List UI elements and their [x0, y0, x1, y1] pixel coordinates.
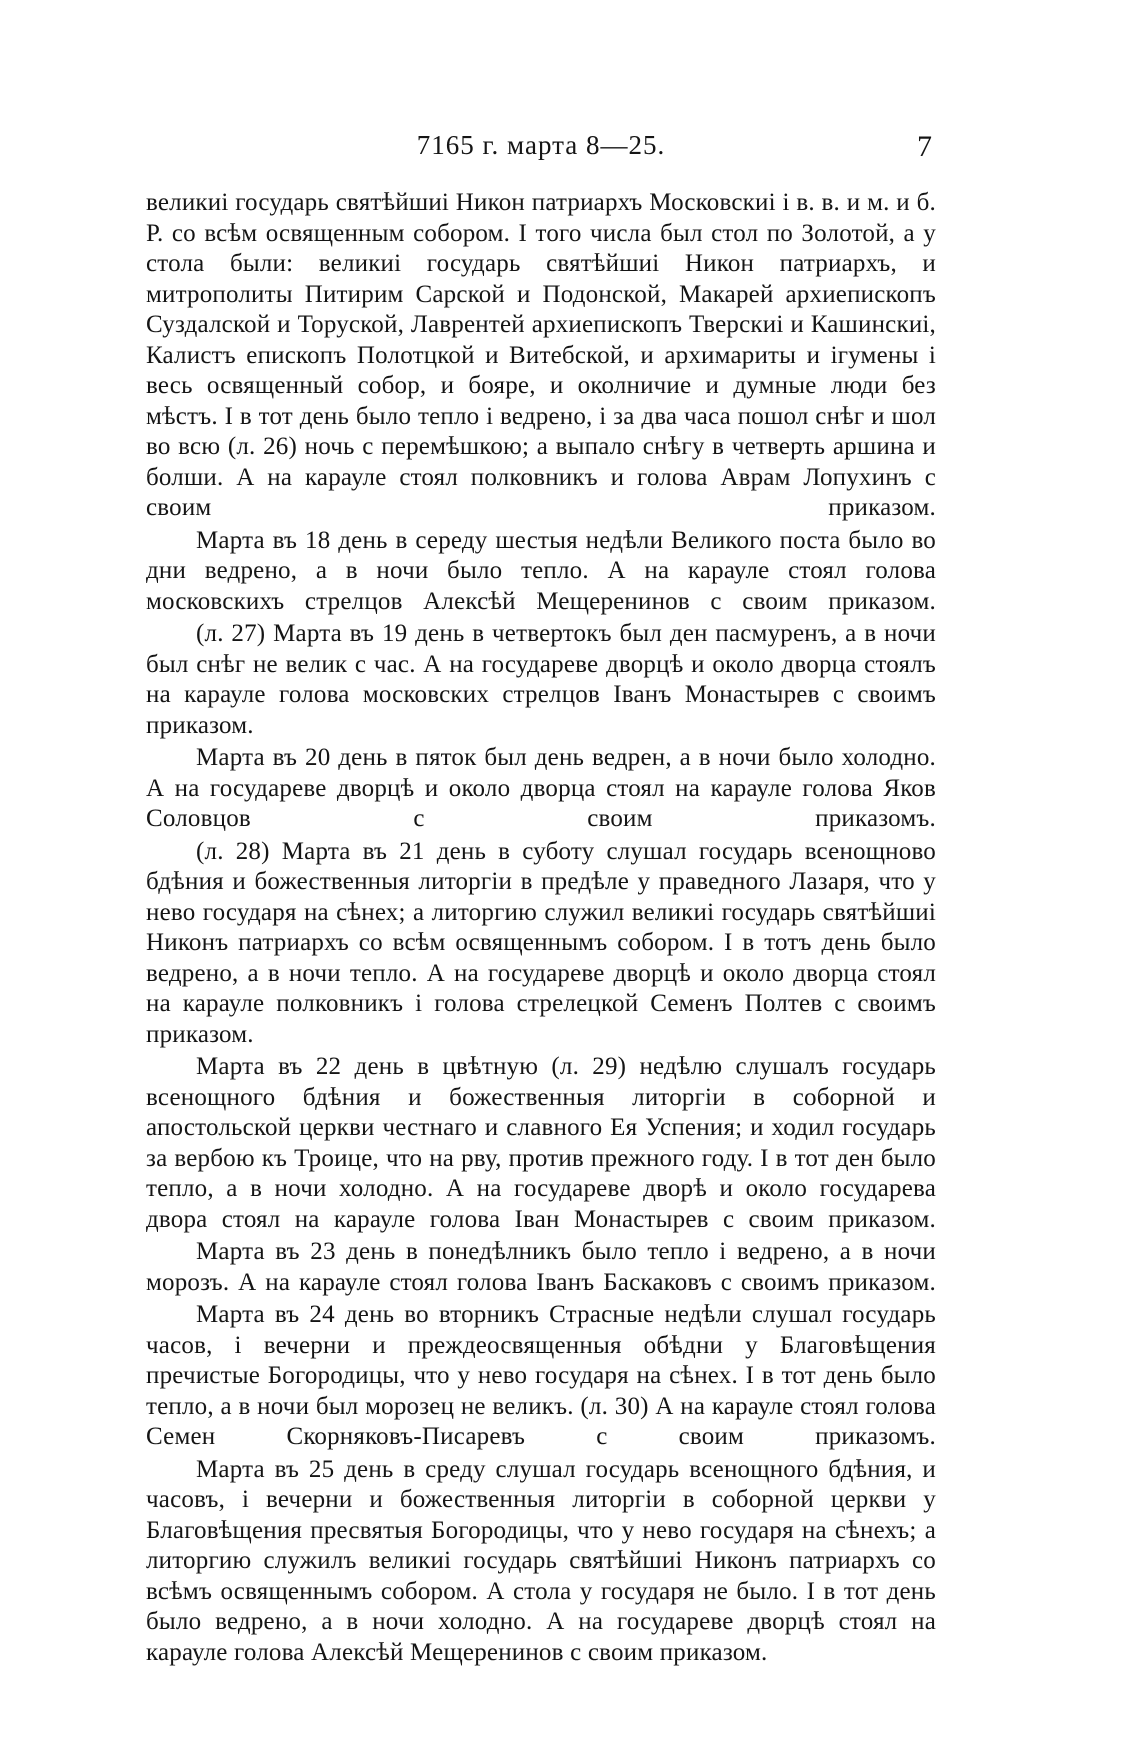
paragraph-march-25: Марта въ 25 день в среду слушал государь всенощного бдѣния, и часовъ, і вечерни и божественныя литоргіи в соборной церкви у Благовѣщения пресвятыя Богородицы, что у нево государя на сѣнехъ; а литоргию служилъ великиі государь святѣйшиі Никонъ патриархъ со всѣмъ освященнымъ собором. А стола у государя не было. І в тот день было ведрено, а в ночи холодно. А на государеве дворцѣ стоял на карауле голова Алексѣй Мещеренинов с своим приказом. — [146, 1455, 936, 1666]
paragraph-march-24: Марта въ 24 день во вторникъ Страсные недѣли слушал государь часов, і вечерни и преждеосвященныя обѣдни у Благовѣщения пречистые Богородицы, что у нево государя на сѣнех. І в тот день было тепло, а в ночи был морозец не великъ. (л. 30) А на карауле стоял голова Семен Скорняковъ-Писаревъ с своим приказомъ. — [146, 1301, 936, 1450]
paragraph-march-22: Марта въ 22 день в цвѣтную (л. 29) недѣлю слушалъ государь всенощного бдѣния и божественныя литоргіи в соборной и апостольской церкви честнаго и славного Ея Успения; и ходил государь за вербою къ Троице, что на рву, против прежного году. І в тот ден было тепло, а в ночи холодно. А на государеве дворѣ и около государева двора стоял на карауле голова Іван Монастырев с своим приказом. — [146, 1053, 936, 1233]
paragraph-march-20: Марта въ 20 день в пяток был день ведрен, а в ночи было холодно. А на государеве дворцѣ и около дворца стоял на карауле голова Яков Соловцов с своим приказомъ. — [146, 744, 936, 832]
paragraph-march-21: (л. 28) Марта въ 21 день в суботу слушал государь всенощново бдѣния и божественныя литоргіи в предѣле у праведного Лазаря, что у нево государя на сѣнех; а литоргию служил великиі государь святѣйшиі Никонъ патриархъ со всѣм освященнымъ собором. І в тотъ день было ведрено, а в ночи тепло. А на государеве дворцѣ и около дворца стоял на карауле полковникъ і голова стрелецкой Семенъ Полтев с своимъ приказом. — [146, 837, 936, 1048]
page-number: 7 — [917, 130, 932, 163]
paragraph-march-23: Марта въ 23 день в понедѣлникъ было тепло і ведрено, а в ночи морозъ. А на карауле стоял голова Іванъ Баскаковъ с своимъ приказом. — [146, 1238, 936, 1296]
paragraph-march-19: (л. 27) Марта въ 19 день в четвертокъ был ден пасмуренъ, а в ночи был снѣг не велик с час. А на государеве дворцѣ и около дворца стоялъ на карауле голова московских стрелцов Іванъ Монастырев с своимъ приказом. — [146, 620, 936, 739]
paragraph-continuation: великиі государь святѣйшиі Никон патриархъ Московскиі і в. в. и м. и б. Р. со всѣм освященным собором. І того числа был стол по Золотой, а у стола были: великиі государь святѣйшиі Никон патриархъ, и митрополиты Питирим Сарской и Подонской, Макарей архиепископъ Суздалской и Торуской, Лаврентей архиепископъ Тверскиі и Кашинскиі, Калистъ епископъ Полотцкой и Витебской, и архимариты и ігумены і весь освященный собор, и бояре, и околничие и думные люди без мѣстъ. І в тот день было тепло і ведрено, і за два часа пошол снѣг и шол во всю (л. 26) ночь с перемѣшкою; а выпало снѣгу в четверть аршина и болши. А на карауле стоял полковникъ и голова Аврам Лопухинъ с своим приказом. — [146, 189, 936, 521]
running-title: 7165 г. марта 8—25. — [416, 130, 666, 160]
paragraph-march-18: Марта въ 18 день в середу шестыя недѣли Великого поста было во дни ведрено, а в ночи было тепло. А на карауле стоял голова московскихъ стрелцов Алексѣй Мещеренинов с своим приказом. — [146, 526, 936, 615]
running-head — [148, 118, 934, 163]
body-text — [146, 188, 936, 1668]
